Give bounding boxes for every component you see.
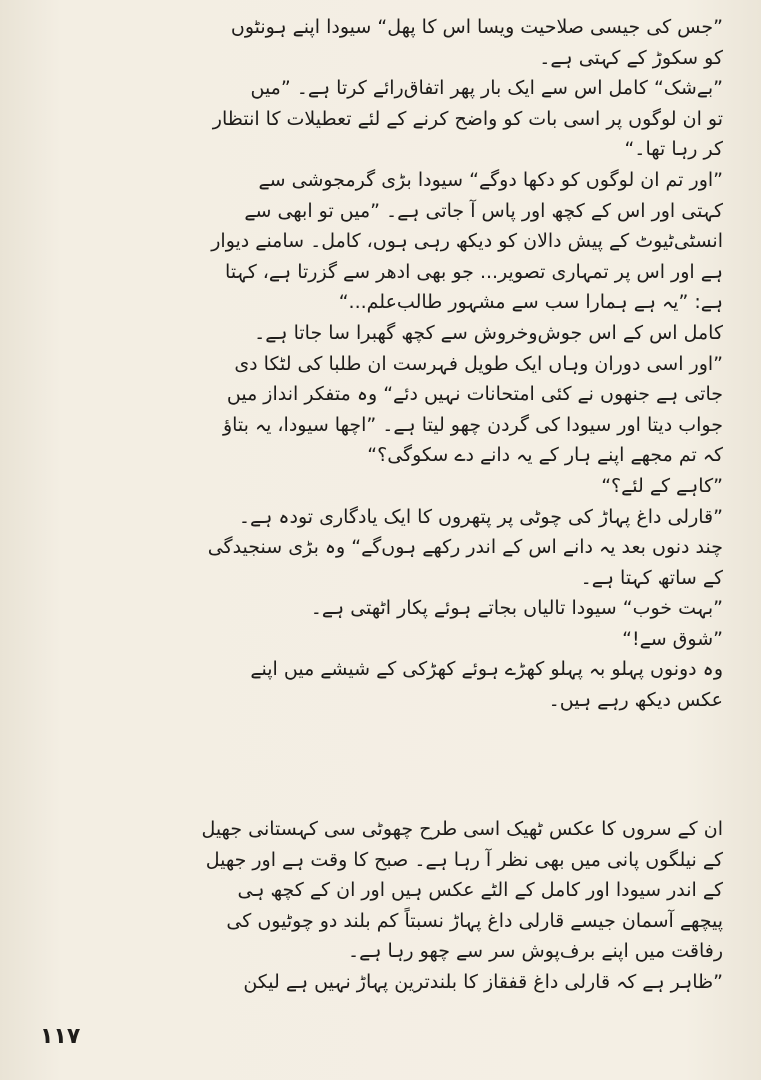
paragraph bbox=[34, 165, 723, 318]
text-line: عکس دیکھ رہے ہیں۔ bbox=[548, 689, 723, 712]
paragraph bbox=[34, 349, 723, 471]
text-line: ہے: ”یہ ہے ہمارا سب سے مشہور طالب‌علم...“ bbox=[338, 291, 723, 314]
text-line: ”اور تم ان لوگوں کو دکھا دوگے“ سیودا بڑی گرمجوشی سے bbox=[258, 168, 723, 191]
paragraph bbox=[34, 318, 723, 349]
paragraph bbox=[34, 502, 723, 594]
text-line: تو ان لوگوں پر اسی بات کو واضح کرنے کے لئے تعطیلات کا انتظار bbox=[212, 107, 723, 130]
paragraph bbox=[34, 967, 723, 998]
text-line: جواب دیتا اور سیودا کی گردن چھو لیتا ہے۔ ”اچھا سیودا، یہ بتاؤ bbox=[222, 413, 723, 436]
text-line: ”بےشک“ کامل اس سے ایک بار پھر اتفاق‌رائے کرتا ہے۔ ”میں bbox=[250, 77, 723, 100]
text-line: رفاقت میں اپنے برف‌پوش سر سے چھو رہا ہے۔ bbox=[348, 940, 723, 963]
text-line: کے ساتھ کہتا ہے۔ bbox=[580, 566, 723, 589]
text-line: کہ تم مجھے اپنے ہار کے یہ دانے دے سکوگی؟“ bbox=[367, 444, 723, 467]
text-line: جاتی ہے جنھوں نے کئی امتحانات نہیں دئے“ وہ متفکر انداز میں bbox=[226, 383, 723, 406]
text-line: ہے اور اس پر تمہاری تصویر... جو بھی ادھر سے گزرتا ہے، کہتا bbox=[225, 260, 723, 283]
text-line: پیچھے آسمان جیسے قارلی داغ پہاڑ نسبتاً کم بلند دو چوٹیوں کی bbox=[226, 909, 723, 932]
text-line: ان کے سروں کا عکس ٹھیک اسی طرح چھوٹی سی کہستانی جھیل bbox=[201, 818, 723, 840]
text-line: کہتی اور اس کے کچھ اور پاس آ جاتی ہے۔ ”میں تو ابھی سے bbox=[244, 199, 723, 222]
text-line: انسٹی‌ٹیوٹ کے پیش دالان کو دیکھ رہی ہوں، کامل۔ سامنے دیوار bbox=[211, 230, 723, 253]
paragraph bbox=[34, 471, 723, 502]
paragraph bbox=[34, 12, 723, 73]
text-block-upper bbox=[34, 12, 723, 716]
paragraph bbox=[34, 654, 723, 715]
text-line: ”ظاہر ہے کہ قارلی داغ قفقاز کا بلندترین پہاڑ نہیں ہے لیکن bbox=[243, 970, 723, 993]
paragraph bbox=[34, 593, 723, 654]
paragraph bbox=[34, 73, 723, 165]
text-line: کو سکوڑ کے کہتی ہے۔ bbox=[539, 46, 723, 69]
paragraph bbox=[34, 814, 723, 967]
text-line: ”اور اسی دوران وہاں ایک طویل فہرست ان طلبا کی لٹکا دی bbox=[234, 352, 723, 375]
text-line: کر رہا تھا۔“ bbox=[624, 138, 723, 161]
text-line: ”قارلی داغ پہاڑ کی چوٹی پر پتھروں کا ایک یادگاری تودہ ہے۔ bbox=[238, 505, 723, 528]
text-line: چند دنوں بعد یہ دانے اس کے اندر رکھے ہوں‌گے“ وہ بڑی سنجیدگی bbox=[207, 536, 723, 559]
text-line: ”جس کی جیسی صلاحیت ویسا اس کا پھل“ سیودا اپنے ہونٹوں bbox=[230, 16, 723, 38]
text-line: کے اندر سیودا اور کامل کے الٹے عکس ہیں اور ان کے کچھ ہی bbox=[237, 879, 723, 902]
text-line: ”بہت خوب“ سیودا تالیاں بجاتے ہوئے پکار اٹھتی ہے۔ bbox=[310, 597, 723, 620]
text-block-lower bbox=[34, 814, 723, 998]
text-line: ”کاہے کے لئے؟“ bbox=[601, 474, 723, 497]
text-line: ”شوق سے!“ bbox=[622, 627, 723, 650]
text-line: کے نیلگوں پانی میں بھی نظر آ رہا ہے۔ صبح کا وقت ہے اور جھیل bbox=[205, 848, 723, 871]
page-number: ١١٧ bbox=[40, 1024, 81, 1049]
text-line: وہ دونوں پہلو بہ پہلو کھڑے ہوئے کھڑکی کے شیشے میں اپنے bbox=[250, 658, 723, 681]
text-line: کامل اس کے اس جوش‌وخروش سے کچھ گھبرا سا جاتا ہے۔ bbox=[254, 321, 723, 344]
